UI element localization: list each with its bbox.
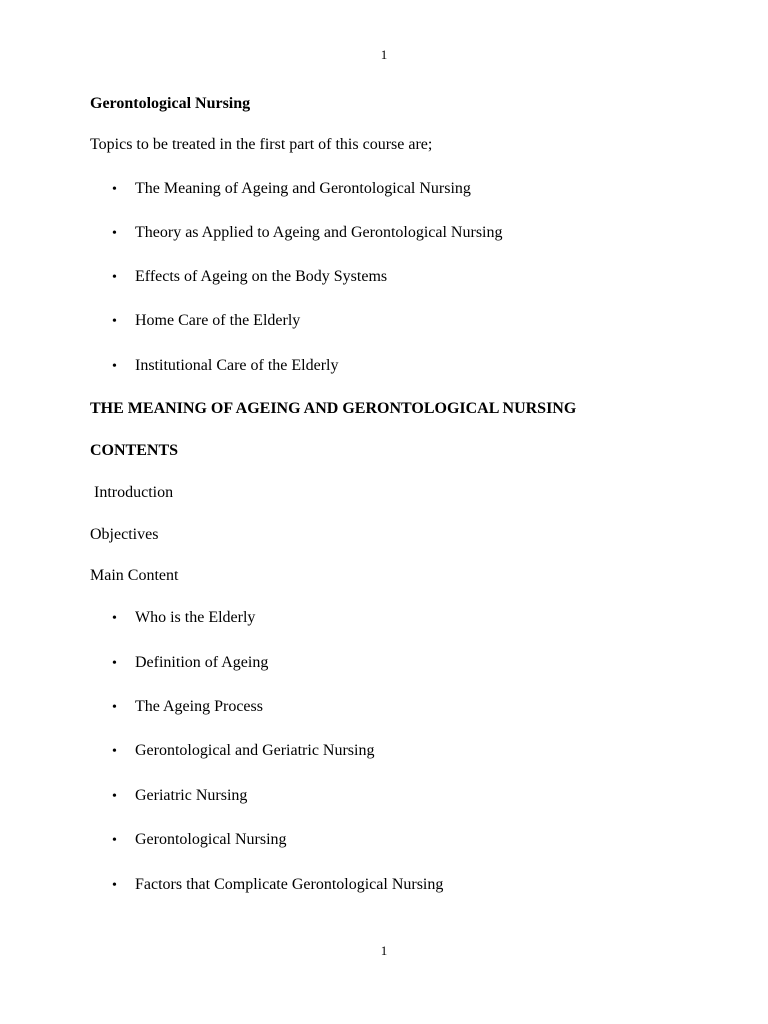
contents-heading: CONTENTS bbox=[90, 442, 179, 459]
bullet-icon: • bbox=[112, 789, 117, 804]
bullet-icon: • bbox=[112, 700, 117, 715]
list-item-text: Institutional Care of the Elderly bbox=[135, 357, 339, 374]
list-item bbox=[112, 179, 471, 200]
bullet-icon: • bbox=[112, 744, 117, 759]
contents-objectives: Objectives bbox=[90, 526, 159, 543]
list-item bbox=[112, 830, 287, 851]
intro-line: Topics to be treated in the first part of this course are; bbox=[90, 136, 433, 153]
list-item bbox=[112, 875, 443, 896]
document-title: Gerontological Nursing bbox=[90, 95, 251, 112]
bullet-icon: • bbox=[112, 226, 117, 241]
bullet-icon: • bbox=[112, 878, 117, 893]
contents-introduction: Introduction bbox=[94, 484, 174, 501]
list-item-text: Who is the Elderly bbox=[135, 609, 256, 626]
list-item-text: Gerontological Nursing bbox=[135, 831, 287, 848]
bullet-icon: • bbox=[112, 611, 117, 626]
list-item bbox=[112, 267, 387, 288]
list-item bbox=[112, 697, 263, 718]
list-item-text: Effects of Ageing on the Body Systems bbox=[135, 268, 388, 285]
list-item bbox=[112, 653, 268, 674]
list-item bbox=[112, 223, 502, 244]
section-heading: THE MEANING OF AGEING AND GERONTOLOGICAL NURSING bbox=[90, 400, 577, 417]
contents-main-content: Main Content bbox=[90, 567, 179, 584]
list-item-text: Gerontological and Geriatric Nursing bbox=[135, 742, 375, 759]
list-item-text: Home Care of the Elderly bbox=[135, 312, 301, 329]
list-item bbox=[112, 311, 300, 332]
bullet-icon: • bbox=[112, 314, 117, 329]
list-item-text: The Ageing Process bbox=[135, 698, 263, 715]
list-item bbox=[112, 741, 374, 762]
bullet-icon: • bbox=[112, 656, 117, 671]
header-page-number: 1 bbox=[380, 47, 388, 62]
list-item-text: The Meaning of Ageing and Gerontological Nursing bbox=[135, 180, 471, 197]
list-item bbox=[112, 608, 255, 629]
footer-page-number: 1 bbox=[380, 943, 388, 958]
list-item-text: Geriatric Nursing bbox=[135, 787, 248, 804]
list-item-text: Definition of Ageing bbox=[135, 654, 269, 671]
bullet-icon: • bbox=[112, 182, 117, 197]
bullet-icon: • bbox=[112, 270, 117, 285]
bullet-icon: • bbox=[112, 833, 117, 848]
list-item bbox=[112, 786, 247, 807]
list-item-text: Factors that Complicate Gerontological Nursing bbox=[135, 876, 444, 893]
list-item-text: Theory as Applied to Ageing and Gerontological Nursing bbox=[135, 224, 503, 241]
bullet-icon: • bbox=[112, 359, 117, 374]
list-item bbox=[112, 356, 339, 377]
